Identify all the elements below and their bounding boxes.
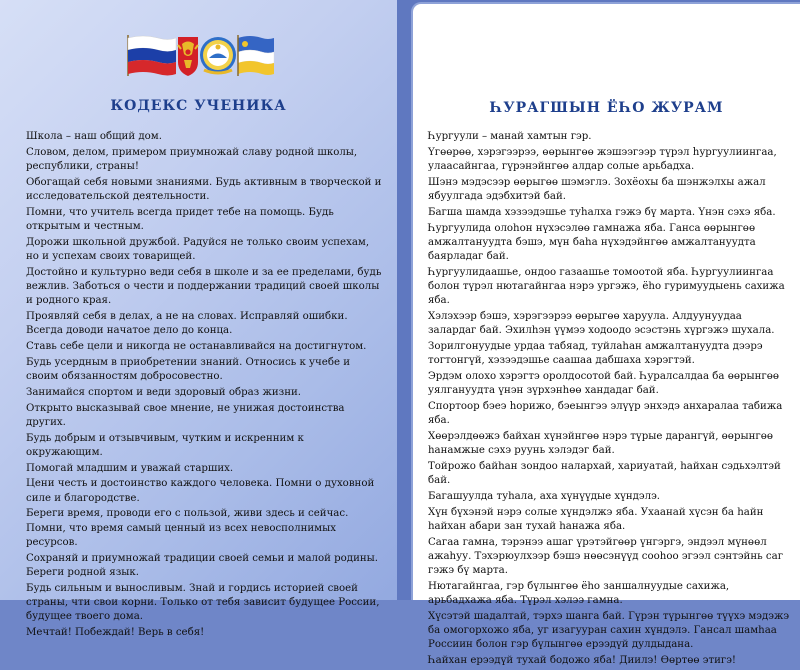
code-paragraph: Үгөөрөө, хэрэгээрээ, өөрынгөө жэшээгээр түрэл һургуулиингаа, улаасайнгаа, гүрэнэйнгөө алдар солые арьбадха.	[428, 146, 777, 172]
code-paragraph: Һургуули – манай хамтын гэр.	[428, 131, 592, 142]
code-paragraph: Эрдэм олохо хэрэгтэ оролдосотой бай. Һуралсалдаа ба өөрынгөө уялгануудта үнэн зүрхэнhөө хандадаг бай.	[428, 371, 780, 397]
code-paragraph: Открыто высказывай свое мнение, не унижая достоинства других.	[26, 402, 345, 428]
code-paragraph: Мечтай! Побеждай! Верь в себя!	[26, 626, 205, 638]
code-paragraph: Помни, что учитель всегда придет тебе на помощь. Будь открытым и честным.	[26, 206, 334, 232]
code-paragraph: Будь усердным в приобретении знаний. Относись к учебе и своим обязанностям добросовестно.	[26, 356, 351, 382]
code-paragraph: Дорожи школьной дружбой. Радуйся не только своим успехам, но и успехам своих товарищей.	[26, 236, 370, 262]
code-paragraph: Тойрожо байhан зондоо налархай, хариуатай, hайхан сэдьхэлтэй бай.	[428, 461, 781, 487]
code-paragraph: Будь сильным и выносливым. Знай и гордись историей своей страны, чти свои корни. Только от тебя зависит будущее России, будущее твоего дома.	[26, 582, 380, 622]
buryatia-flag-icon	[238, 35, 274, 76]
right-page	[409, 0, 800, 667]
page-title: КОДЕКС УЧЕНИКА	[110, 98, 287, 114]
code-paragraph: Школа – наш общий дом.	[26, 131, 162, 142]
code-text	[428, 130, 792, 670]
code-text	[26, 130, 383, 642]
code-paragraph: Цени честь и достоинство каждого человека. Помни о духовной силе и благородстве.	[26, 478, 375, 504]
right-page-sheet	[411, 2, 800, 667]
code-paragraph: Словом, делом, примером приумножай славу родной школы, республики, страны!	[26, 146, 358, 172]
code-paragraph: Хүн бүхэнэй нэрэ солые хүндэлжэ яба. Ухаанай хүсэн ба hайн hайхан абари зан тухай hанажа яба.	[428, 506, 764, 532]
russia-coat-of-arms-icon	[178, 37, 198, 76]
code-paragraph: Сохраняй и приумножай традиции своей семьи и малой родины. Береги родной язык.	[26, 552, 379, 578]
code-paragraph: Багша шамда хэзээдэшье туһалха гэжэ бү марта. Үнэн сэхэ яба.	[428, 206, 776, 218]
code-paragraph: Хөөрэлдөөжэ байхан хүнэйнгөө нэрэ түрые дарангүй, өөрынгөө hанамжые сэхэ руунь хэлэдэг бай.	[428, 431, 773, 457]
state-symbols	[118, 32, 278, 78]
code-paragraph: Һургуулидаашье, ондоо газаашье томоотой яба. Һургуулиингаа болон түрэл нютагайнгаа нэрэ ургэжэ, ёhо гуримуудыень сахижа яба.	[428, 266, 785, 307]
left-page	[0, 0, 397, 638]
page-divider	[397, 0, 409, 600]
russia-flag-icon	[128, 35, 176, 76]
code-paragraph: Занимайся спортом и веди здоровый образ жизни.	[26, 386, 302, 398]
code-paragraph: Помогай младшим и уважай старших.	[26, 462, 234, 474]
code-paragraph: Спортоор бэеэ һорижо, бэеынгээ элүүр энхэдэ анхаралаа табижа яба.	[428, 401, 783, 427]
code-paragraph: Будь добрым и отзывчивым, чутким и искренним к окружающим.	[26, 432, 304, 458]
code-paragraph: Береги время, проводи его с пользой, живи здесь и сейчас. Помни, что время самый ценный из всех невосполнимых ресурсов.	[26, 508, 349, 548]
code-paragraph: Обогащай себя новыми знаниями. Будь активным в творческой и исследовательской деятельности.	[26, 176, 382, 202]
code-paragraph: Достойно и культурно веди себя в школе и за ее пределами, будь вежлив. Заботься о чести и поддержании традиций своей школы и родного края.	[26, 266, 382, 307]
code-paragraph: Нютагайнгаа, гэр бүлынгөө ёhо заншалнуудые сахижа, арьбадхажа яба. Түрэл хэлээ гамна.	[428, 581, 730, 607]
code-paragraph: Проявляй себя в делах, а не на словах. Исправляй ошибки. Всегда доводи начатое дело до конца.	[26, 311, 348, 337]
page-title: ҺУРАГШЫН ЁҺО ЖУРАМ	[489, 100, 724, 116]
buryatia-emblem-icon	[200, 37, 236, 73]
code-paragraph: Һайхан ерээдүй тухай бодожо яба! Диилэ! Өөртөө этигэ!	[428, 655, 737, 667]
code-paragraph: Багашуулда туhала, аха хүнүүдые хүндэлэ.	[428, 491, 661, 502]
code-paragraph: Хэлэхээр бэшэ, хэрэгээрээ өөрыгөө харуула. Алдуунуудаа залардаг бай. Эхилhэн үүмээ ходоодо эсэстэнь хүргэжэ шухала.	[428, 311, 775, 337]
code-paragraph: Ставь себе цели и никогда не останавливайся на достигнутом.	[26, 341, 367, 352]
code-paragraph: Һургуулида олоhон нүхэсэлөө гамнажа яба. Ганса өөрынгөө амжалтануудта бэшэ, мүн баhа нүхэдэйнгөө амжалтануудта баярладаг бай.	[428, 222, 756, 262]
code-paragraph: Шэнэ мэдэсээр өөрыгөө шэмэглэ. Зохёохы ба шэнжэлхы ажал ябуулгада эдэбхитэй бай.	[428, 176, 766, 202]
code-paragraph: Зорилгонуудые урдаа табяад, туйлаhан амжалтануудта дээрэ тогтонгүй, хэзээдэшье саашаа дабшаха хэрэгтэй.	[428, 341, 763, 367]
code-paragraph: Сагаа гамна, тэрэнээ ашаг үрэтэйгөөр үнгэргэ, эндээл мүнөөл ажаhуу. Тэхэрюулхээр бэшэ нөөсэнүүд соohоо эгээл сэнтэйнь саг гэжэ бү марта.	[428, 536, 784, 577]
code-paragraph: Хүсэтэй шадалтай, тэрхэ шанга бай. Гүрэн түрынгөө түүхэ мэдэжэ ба омогорхожо яба, уг изагууран сахин хүндэлэ. Гансал шамhаа Россиин болон гэр бүлынгөө ерээдүй дулдыдана.	[428, 611, 790, 651]
